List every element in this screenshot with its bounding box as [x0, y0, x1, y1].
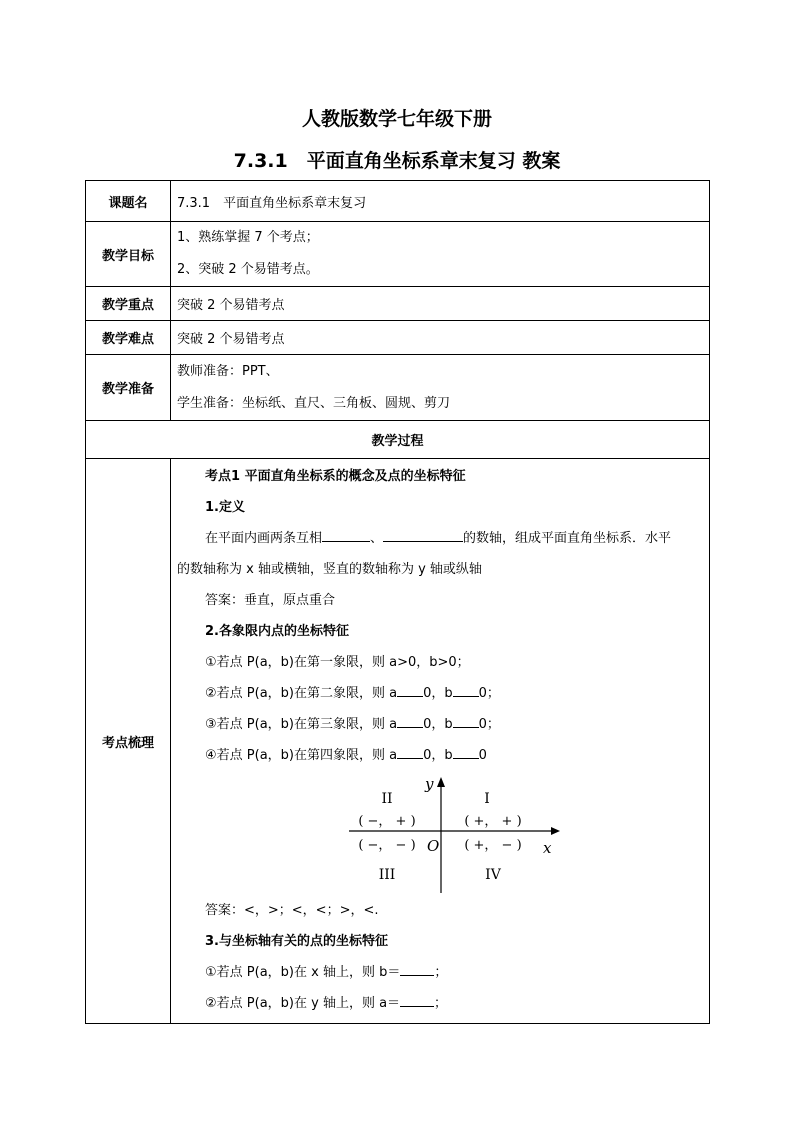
key-label: 教学重点: [86, 287, 171, 321]
lesson-plan-table: [85, 180, 710, 1024]
quadrant-3-sign: ( −， − ): [358, 838, 416, 853]
axis-x-text-b: ；: [434, 965, 448, 980]
quadrant-3-name: III: [378, 867, 396, 883]
quadrant-q4: [177, 740, 699, 771]
blank-1: [322, 527, 370, 542]
q4-text-a: ④若点 P(a，b)在第四象限，则 a: [205, 748, 398, 763]
k1-title: 考点1 平面直角坐标系的概念及点的坐标特征: [205, 469, 466, 484]
prep-line-1: 教师准备：PPT、: [177, 363, 279, 379]
s2-title: 2.各象限内点的坐标特征: [205, 624, 349, 639]
difficulty-value: 突破 2 个易错考点: [171, 321, 710, 355]
goal-value: [171, 222, 710, 287]
row-difficulty: [86, 321, 710, 355]
q3-text-c: 0；: [478, 717, 500, 732]
s3-title: 3.与坐标轴有关的点的坐标特征: [205, 934, 388, 949]
s1-title: 1.定义: [205, 500, 245, 515]
prep-line-2: 学生准备：坐标纸、直尺、三角板、圆规、剪刀: [177, 395, 451, 411]
q3-text-b: 0，b: [423, 717, 453, 732]
definition-text: [177, 523, 699, 585]
quadrant-q1: ①若点 P(a，b)在第一象限，则 a>0，b>0；: [205, 655, 470, 670]
goal-line-1: 1、熟练掌握 7 个考点；: [177, 230, 319, 245]
answer-1: 答案：垂直，原点重合: [205, 593, 336, 608]
process-heading: 教学过程: [86, 421, 710, 459]
quadrant-2-name: II: [381, 791, 393, 807]
process-content: [171, 459, 710, 1024]
axis-point-y: [177, 988, 699, 1019]
quadrant-4-name: IV: [485, 867, 501, 883]
q3-blank-2: [453, 713, 479, 728]
difficulty-label: 教学难点: [86, 321, 171, 355]
document-title: 人教版数学七年级下册: [301, 108, 492, 130]
quadrant-q3: [177, 709, 699, 740]
quadrant-q2: [177, 678, 699, 709]
q2-text-c: 0；: [478, 686, 500, 701]
q4-blank-2: [453, 744, 479, 759]
def-line-2: 的数轴称为 x 轴或横轴，竖直的数轴称为 y 轴或纵轴: [177, 562, 482, 577]
coordinate-diagram: [347, 775, 567, 895]
topic-value: 7.3.1 平面直角坐标系章末复习: [171, 181, 710, 222]
row-topic: [86, 181, 710, 222]
blank-2: [383, 527, 463, 542]
key-value: 突破 2 个易错考点: [171, 287, 710, 321]
row-goal: [86, 222, 710, 287]
row-process-content: [86, 459, 710, 1024]
q2-blank-2: [453, 682, 479, 697]
q3-text-a: ③若点 P(a，b)在第三象限，则 a: [205, 717, 398, 732]
q2-text-b: 0，b: [423, 686, 453, 701]
goal-label: 教学目标: [86, 222, 171, 287]
def-part-a: 在平面内画两条互相: [205, 531, 323, 546]
axis-x-blank: [400, 961, 434, 976]
q2-blank-1: [397, 682, 423, 697]
goal-line-2: 2、突破 2 个易错考点。: [177, 262, 319, 277]
x-label: x: [543, 839, 552, 857]
q4-text-b: 0，b: [423, 748, 453, 763]
axis-point-x: [177, 957, 699, 988]
axis-y-text-b: ；: [434, 996, 448, 1011]
quadrant-1-name: I: [484, 791, 490, 807]
q2-text-a: ②若点 P(a，b)在第二象限，则 a: [205, 686, 398, 701]
q4-blank-1: [397, 744, 423, 759]
origin-label: O: [427, 837, 440, 855]
axis-y-text-a: ②若点 P(a，b)在 y 轴上，则 a＝: [205, 996, 401, 1011]
def-part-b: 的数轴，组成平面直角坐标系．水平: [463, 531, 672, 546]
y-label: y: [425, 775, 434, 793]
prep-label: 教学准备: [86, 355, 171, 421]
def-sep: 、: [370, 531, 384, 546]
topic-label: 课题名: [86, 181, 171, 222]
quadrant-2-sign: ( −， + ): [358, 814, 416, 829]
q4-text-c: 0: [478, 748, 487, 763]
axis-x-text-a: ①若点 P(a，b)在 x 轴上，则 b＝: [205, 965, 401, 980]
process-label: 考点梳理: [86, 459, 171, 1024]
row-key: [86, 287, 710, 321]
x-axis-arrow: [551, 827, 560, 835]
row-prep: [86, 355, 710, 421]
quadrant-4-sign: ( +， − ): [464, 838, 522, 853]
row-process-heading: [86, 421, 710, 459]
document-subtitle: 7.3.1 平面直角坐标系章末复习 教案: [233, 150, 561, 172]
y-axis-arrow: [437, 777, 445, 787]
answer-2: 答案：<，>；<，<；>，<.: [205, 903, 379, 918]
axis-y-blank: [400, 992, 434, 1007]
q3-blank-1: [397, 713, 423, 728]
prep-value: [171, 355, 710, 421]
quadrant-1-sign: ( +， + ): [464, 814, 522, 829]
